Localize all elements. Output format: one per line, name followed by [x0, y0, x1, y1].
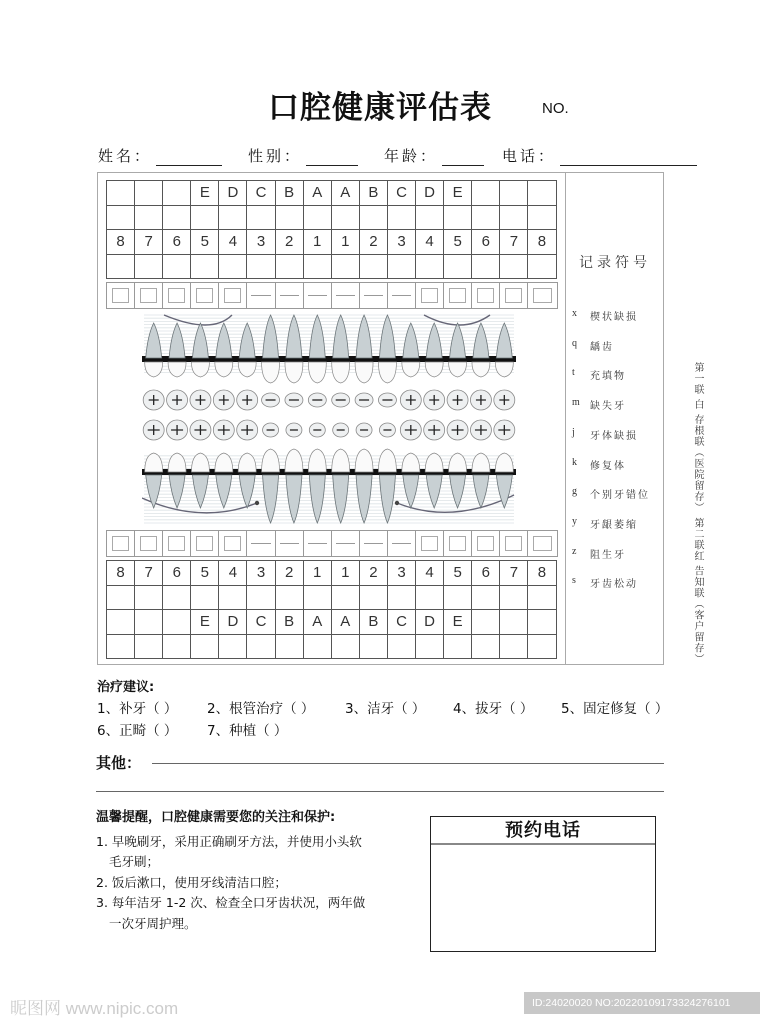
primary-tooth-label: A: [303, 181, 331, 206]
lower-tooth-crown: [378, 449, 396, 472]
tooth-record-cell[interactable]: [528, 254, 556, 279]
tooth-record-cell[interactable]: [275, 254, 303, 279]
grid-row: [107, 634, 557, 659]
upper-tooth-root: [146, 323, 162, 358]
primary-tooth-label: [472, 610, 500, 635]
permanent-tooth-label: 8: [528, 230, 556, 255]
molar-crown-icon[interactable]: [135, 283, 163, 308]
record-symbol-item: [572, 397, 626, 412]
record-symbol-label: 牙齿松动: [590, 579, 638, 591]
treatment-title: 治疗建议:: [97, 680, 155, 695]
tooth-record-cell[interactable]: [387, 205, 415, 230]
form-number-label: NO.: [542, 100, 569, 117]
tooth-record-cell[interactable]: [107, 205, 135, 230]
upper-crown-strip: [106, 282, 558, 309]
record-symbols-title: 记录符号: [579, 255, 651, 271]
upper-tooth-crown: [449, 362, 467, 377]
tooth-record-cell[interactable]: [135, 585, 163, 610]
permanent-tooth-label: 4: [219, 230, 247, 255]
permanent-tooth-label: 1: [331, 561, 359, 586]
grid-row: [107, 205, 557, 230]
copy-note: 第一联 白 存根联（医院留存） 第二联红 告知联（客户留存）: [692, 362, 703, 665]
tip-item-continued: 一次牙周护理。: [109, 915, 197, 931]
tooth-record-cell[interactable]: [247, 634, 275, 659]
tooth-record-cell[interactable]: [275, 585, 303, 610]
name-label: 姓名：: [98, 147, 153, 165]
upper-tooth-grid: [106, 180, 557, 279]
lower-tooth-root: [239, 475, 255, 508]
primary-tooth-label: [472, 181, 500, 206]
tooth-record-cell[interactable]: [444, 205, 472, 230]
permanent-tooth-label: 3: [387, 561, 415, 586]
treatment-option-fill[interactable]: 1、补牙（ ）: [97, 701, 178, 717]
tooth-record-cell[interactable]: [472, 585, 500, 610]
lower-tooth-root: [426, 475, 442, 508]
record-symbol-code: j: [572, 426, 575, 438]
record-symbol-item: [572, 308, 638, 323]
molar-crown-icon[interactable]: [472, 531, 500, 556]
incisor-crown-icon[interactable]: [332, 283, 360, 308]
tooth-record-cell[interactable]: [107, 634, 135, 659]
permanent-tooth-label: 7: [135, 230, 163, 255]
permanent-tooth-label: 2: [359, 561, 387, 586]
record-symbol-code: g: [572, 486, 577, 498]
tooth-record-cell[interactable]: [219, 634, 247, 659]
phone-label: 电话：: [502, 147, 557, 165]
tooth-record-cell[interactable]: [472, 254, 500, 279]
watermark-id: ID:24020020 NO:20220109173324276101: [524, 992, 760, 1014]
upper-tooth-crown: [238, 362, 256, 377]
tooth-record-cell[interactable]: [191, 634, 219, 659]
upper-tooth-crown: [285, 362, 303, 383]
primary-tooth-label: [107, 181, 135, 206]
tooth-record-cell[interactable]: [303, 634, 331, 659]
molar-crown-icon[interactable]: [107, 283, 135, 308]
lower-tooth-root: [286, 475, 302, 523]
lower-tooth-root: [473, 475, 489, 508]
molar-crown-icon[interactable]: [528, 531, 556, 556]
record-symbol-item: [572, 367, 626, 382]
tooth-record-cell[interactable]: [500, 634, 528, 659]
appointment-phone-field[interactable]: [431, 845, 655, 949]
grid-row: [107, 254, 557, 279]
lower-tooth-root: [333, 475, 349, 523]
tooth-record-cell[interactable]: [416, 254, 444, 279]
primary-tooth-label: E: [191, 181, 219, 206]
tooth-record-cell[interactable]: [303, 205, 331, 230]
appointment-box: [430, 816, 656, 952]
tooth-record-cell[interactable]: [528, 585, 556, 610]
tooth-record-cell[interactable]: [387, 254, 415, 279]
permanent-tooth-label: 3: [247, 561, 275, 586]
tooth-record-cell[interactable]: [135, 205, 163, 230]
molar-crown-icon[interactable]: [444, 283, 472, 308]
upper-tooth-root: [192, 323, 208, 358]
primary-tooth-label: C: [387, 610, 415, 635]
permanent-tooth-label: 6: [472, 230, 500, 255]
lower-tooth-root: [146, 475, 162, 508]
permanent-tooth-label: 8: [107, 230, 135, 255]
upper-tooth-root: [450, 323, 466, 358]
record-symbol-item: [572, 546, 626, 561]
lower-tooth-root: [169, 475, 185, 508]
permanent-tooth-label: 8: [107, 561, 135, 586]
tooth-record-cell[interactable]: [359, 205, 387, 230]
gender-field[interactable]: [306, 148, 358, 166]
record-symbol-label: 缺失牙: [590, 401, 626, 413]
record-symbol-item: [572, 457, 626, 472]
incisor-crown-icon[interactable]: [276, 283, 304, 308]
permanent-tooth-label: 5: [191, 561, 219, 586]
primary-tooth-label: [163, 181, 191, 206]
record-symbol-label: 楔状缺损: [590, 312, 638, 323]
incisor-crown-icon[interactable]: [276, 531, 304, 556]
tooth-record-cell[interactable]: [500, 205, 528, 230]
primary-tooth-label: E: [191, 610, 219, 635]
tip-item-continued: 毛牙刷；: [109, 854, 160, 869]
upper-tooth-crown: [378, 362, 396, 383]
primary-tooth-label: [107, 610, 135, 635]
primary-tooth-label: [528, 181, 556, 206]
primary-tooth-label: C: [247, 610, 275, 635]
primary-tooth-label: [163, 610, 191, 635]
incisor-crown-icon[interactable]: [388, 531, 416, 556]
phone-field[interactable]: [560, 148, 697, 166]
tooth-record-cell[interactable]: [191, 205, 219, 230]
permanent-tooth-label: 4: [416, 230, 444, 255]
primary-tooth-label: D: [219, 181, 247, 206]
molar-crown-icon[interactable]: [219, 531, 247, 556]
molar-crown-icon[interactable]: [416, 531, 444, 556]
tooth-record-cell[interactable]: [528, 634, 556, 659]
tooth-record-cell[interactable]: [444, 634, 472, 659]
molar-crown-icon[interactable]: [163, 283, 191, 308]
primary-tooth-label: E: [444, 610, 472, 635]
lower-tooth-root: [356, 475, 372, 523]
tooth-record-cell[interactable]: [107, 585, 135, 610]
tooth-record-cell[interactable]: [331, 634, 359, 659]
permanent-tooth-label: 3: [247, 230, 275, 255]
primary-tooth-label: D: [416, 181, 444, 206]
molar-crown-icon[interactable]: [219, 283, 247, 308]
tooth-record-cell[interactable]: [247, 205, 275, 230]
treatment-option-cleaning[interactable]: 3、洁牙（ ）: [345, 701, 426, 717]
tooth-record-cell[interactable]: [219, 254, 247, 279]
upper-tooth-root: [239, 323, 255, 358]
tooth-record-cell[interactable]: [359, 585, 387, 610]
tooth-record-cell[interactable]: [219, 585, 247, 610]
tip-item: 3. 每年洁牙 1-2 次、检查全口牙齿状况，两年做: [96, 895, 366, 910]
treatment-option-extraction[interactable]: 4、拔牙（ ）: [453, 701, 534, 717]
tooth-record-cell[interactable]: [472, 205, 500, 230]
treatment-option-implant[interactable]: 7、种植（ ）: [207, 723, 288, 739]
tooth-record-cell[interactable]: [107, 254, 135, 279]
primary-tooth-label: C: [247, 181, 275, 206]
tooth-record-cell[interactable]: [163, 205, 191, 230]
treatment-option-fixed-restoration[interactable]: 5、固定修复（ ）: [561, 701, 669, 717]
tooth-record-cell[interactable]: [387, 634, 415, 659]
record-symbol-label: 龋齿: [590, 341, 614, 353]
record-symbol-code: q: [572, 337, 577, 349]
lower-tooth-crown: [262, 449, 280, 472]
record-symbol-code: x: [572, 308, 577, 319]
molar-crown-icon[interactable]: [191, 283, 219, 308]
tooth-record-cell[interactable]: [191, 585, 219, 610]
primary-tooth-label: E: [444, 181, 472, 206]
lower-tooth-root: [216, 475, 232, 508]
primary-tooth-label: [135, 181, 163, 206]
molar-crown-icon[interactable]: [191, 531, 219, 556]
tooth-record-cell[interactable]: [163, 254, 191, 279]
incisor-crown-icon[interactable]: [247, 531, 275, 556]
tooth-record-cell[interactable]: [303, 585, 331, 610]
primary-tooth-label: [500, 181, 528, 206]
primary-tooth-label: B: [275, 181, 303, 206]
molar-crown-icon[interactable]: [163, 531, 191, 556]
gender-label: 性别：: [248, 147, 303, 165]
tooth-record-cell[interactable]: [387, 585, 415, 610]
tooth-record-cell[interactable]: [416, 585, 444, 610]
record-symbol-item: [572, 516, 638, 531]
incisor-crown-icon[interactable]: [304, 531, 332, 556]
molar-crown-icon[interactable]: [472, 283, 500, 308]
molar-crown-icon[interactable]: [500, 283, 528, 308]
permanent-tooth-label: 1: [303, 230, 331, 255]
tooth-record-cell[interactable]: [163, 585, 191, 610]
age-field[interactable]: [442, 148, 484, 166]
tooth-record-cell[interactable]: [416, 634, 444, 659]
grid-row: [107, 230, 557, 255]
record-symbol-label: 充填物: [590, 371, 626, 383]
other-field-line-2[interactable]: [96, 791, 664, 792]
treatment-option-root-canal[interactable]: 2、根管治疗（ ）: [207, 701, 315, 717]
primary-tooth-label: A: [331, 181, 359, 206]
upper-tooth-root: [169, 323, 185, 358]
upper-tooth-crown: [145, 362, 163, 377]
grid-row: [107, 181, 557, 206]
arc-end-dot: [255, 501, 259, 505]
other-label: 其他：: [96, 754, 142, 772]
upper-tooth-crown: [191, 362, 209, 377]
permanent-tooth-label: 5: [191, 230, 219, 255]
permanent-tooth-label: 6: [472, 561, 500, 586]
upper-tooth-crown: [425, 362, 443, 377]
tooth-record-cell[interactable]: [135, 634, 163, 659]
primary-tooth-label: A: [331, 610, 359, 635]
tooth-record-cell[interactable]: [331, 585, 359, 610]
molar-crown-icon[interactable]: [444, 531, 472, 556]
molar-crown-icon[interactable]: [500, 531, 528, 556]
primary-tooth-label: B: [275, 610, 303, 635]
upper-tooth-crown: [355, 362, 373, 383]
upper-tooth-crown: [168, 362, 186, 377]
lower-tooth-crown: [285, 449, 303, 472]
upper-tooth-root: [473, 323, 489, 358]
primary-tooth-label: B: [359, 610, 387, 635]
teeth-illustration: [142, 313, 516, 525]
tooth-record-cell[interactable]: [444, 254, 472, 279]
tooth-record-cell[interactable]: [331, 205, 359, 230]
lower-tooth-root: [192, 475, 208, 508]
upper-tooth-crown: [472, 362, 490, 377]
permanent-tooth-label: 4: [219, 561, 247, 586]
tooth-record-cell[interactable]: [275, 634, 303, 659]
record-symbol-code: k: [572, 456, 577, 468]
permanent-tooth-label: 7: [500, 561, 528, 586]
jaw-arc: [164, 315, 232, 325]
molar-crown-icon[interactable]: [416, 283, 444, 308]
other-field-line-1[interactable]: [152, 763, 664, 764]
permanent-tooth-label: 2: [359, 230, 387, 255]
record-symbol-item: [572, 427, 638, 442]
record-symbol-code: t: [572, 367, 575, 379]
tooth-record-cell[interactable]: [359, 634, 387, 659]
lower-tooth-root: [403, 475, 419, 508]
permanent-tooth-label: 5: [444, 230, 472, 255]
age-label: 年龄：: [384, 147, 439, 165]
permanent-tooth-label: 4: [416, 561, 444, 586]
incisor-crown-icon[interactable]: [332, 531, 360, 556]
primary-tooth-label: D: [416, 610, 444, 635]
tip-item: 2. 饭后漱口，使用牙线清洁口腔；: [96, 874, 287, 890]
treatment-row-2: [97, 719, 287, 739]
record-symbol-item: [572, 338, 614, 353]
tooth-record-cell[interactable]: [331, 254, 359, 279]
permanent-tooth-label: 6: [163, 561, 191, 586]
incisor-crown-icon[interactable]: [247, 283, 275, 308]
permanent-tooth-label: 2: [275, 561, 303, 586]
upper-tooth-root: [403, 323, 419, 358]
grid-row: [107, 610, 557, 635]
tooth-record-cell[interactable]: [303, 254, 331, 279]
incisor-crown-icon[interactable]: [304, 283, 332, 308]
treatment-option-orthodontics[interactable]: 6、正畸（ ）: [97, 723, 178, 739]
lower-tooth-root: [496, 475, 512, 508]
primary-tooth-label: B: [359, 181, 387, 206]
tooth-record-cell[interactable]: [472, 634, 500, 659]
primary-tooth-label: D: [219, 610, 247, 635]
record-symbol-label: 个别牙错位: [590, 490, 650, 502]
tooth-record-cell[interactable]: [444, 585, 472, 610]
lower-tooth-grid: [106, 560, 557, 659]
permanent-tooth-label: 1: [303, 561, 331, 586]
permanent-tooth-label: 8: [528, 561, 556, 586]
arc-end-dot: [395, 501, 399, 505]
care-tips: [96, 808, 365, 934]
lower-tooth-root: [263, 475, 279, 523]
incisor-crown-icon[interactable]: [388, 283, 416, 308]
primary-tooth-label: [500, 610, 528, 635]
grid-row: [107, 585, 557, 610]
upper-tooth-crown: [308, 362, 326, 383]
molar-crown-icon[interactable]: [528, 283, 556, 308]
lower-crown-strip: [106, 530, 558, 557]
lower-tooth-root: [309, 475, 325, 523]
grid-row: [107, 561, 557, 586]
upper-tooth-crown: [402, 362, 420, 377]
upper-tooth-crown: [215, 362, 233, 377]
treatment-row-1: [97, 697, 668, 717]
upper-tooth-crown: [332, 362, 350, 383]
record-symbol-label: 修复体: [590, 460, 626, 472]
frame-divider: [565, 172, 566, 665]
tooth-record-cell[interactable]: [500, 585, 528, 610]
record-symbol-label: 牙龈萎缩: [590, 519, 638, 531]
primary-tooth-label: [135, 610, 163, 635]
permanent-tooth-label: 5: [444, 561, 472, 586]
upper-tooth-crown: [262, 362, 280, 383]
tooth-record-cell[interactable]: [163, 634, 191, 659]
permanent-tooth-label: 3: [387, 230, 415, 255]
incisor-crown-icon[interactable]: [360, 531, 388, 556]
lower-tooth-crown: [355, 449, 373, 472]
lower-tooth-crown: [332, 449, 350, 472]
permanent-tooth-label: 1: [331, 230, 359, 255]
tooth-record-cell[interactable]: [247, 254, 275, 279]
molar-crown-icon[interactable]: [107, 531, 135, 556]
record-symbol-item: [572, 575, 638, 590]
tip-item: 1. 早晚刷牙，采用正确刷牙方法，并使用小头软: [96, 833, 362, 849]
lower-tooth-crown: [308, 449, 326, 472]
upper-tooth-root: [426, 323, 442, 358]
tooth-record-cell[interactable]: [500, 254, 528, 279]
patient-info-row: [98, 145, 697, 166]
tooth-record-cell[interactable]: [219, 205, 247, 230]
tooth-record-cell[interactable]: [247, 585, 275, 610]
record-symbol-item: [572, 486, 650, 501]
tooth-record-cell[interactable]: [275, 205, 303, 230]
permanent-tooth-label: 7: [135, 561, 163, 586]
primary-tooth-label: A: [303, 610, 331, 635]
form-title: 口腔健康评估表: [268, 90, 492, 126]
tooth-record-cell[interactable]: [528, 205, 556, 230]
molar-crown-icon[interactable]: [135, 531, 163, 556]
tooth-record-cell[interactable]: [359, 254, 387, 279]
care-tips-title: 温馨提醒，口腔健康需要您的关注和保护:: [96, 810, 336, 825]
permanent-tooth-label: 2: [275, 230, 303, 255]
record-symbol-code: s: [572, 575, 576, 587]
lower-tooth-root: [379, 475, 395, 523]
record-symbol-label: 牙体缺损: [590, 430, 638, 442]
tooth-record-cell[interactable]: [135, 254, 163, 279]
primary-tooth-label: C: [387, 181, 415, 206]
tooth-record-cell[interactable]: [191, 254, 219, 279]
tooth-record-cell[interactable]: [416, 205, 444, 230]
upper-tooth-root: [496, 323, 512, 358]
upper-tooth-crown: [495, 362, 513, 377]
watermark-logo: 昵图网 www.nipic.com: [10, 999, 179, 1018]
lower-tooth-root: [450, 475, 466, 508]
upper-tooth-root: [216, 323, 232, 358]
name-field[interactable]: [156, 148, 222, 166]
appointment-title: 预约电话: [431, 817, 655, 845]
record-symbol-code: m: [572, 397, 580, 409]
incisor-crown-icon[interactable]: [360, 283, 388, 308]
permanent-tooth-label: 6: [163, 230, 191, 255]
record-symbol-code: z: [572, 545, 577, 557]
permanent-tooth-label: 7: [500, 230, 528, 255]
primary-tooth-label: [528, 610, 556, 635]
record-symbol-label: 阻生牙: [590, 549, 626, 561]
record-symbol-code: y: [572, 515, 577, 527]
